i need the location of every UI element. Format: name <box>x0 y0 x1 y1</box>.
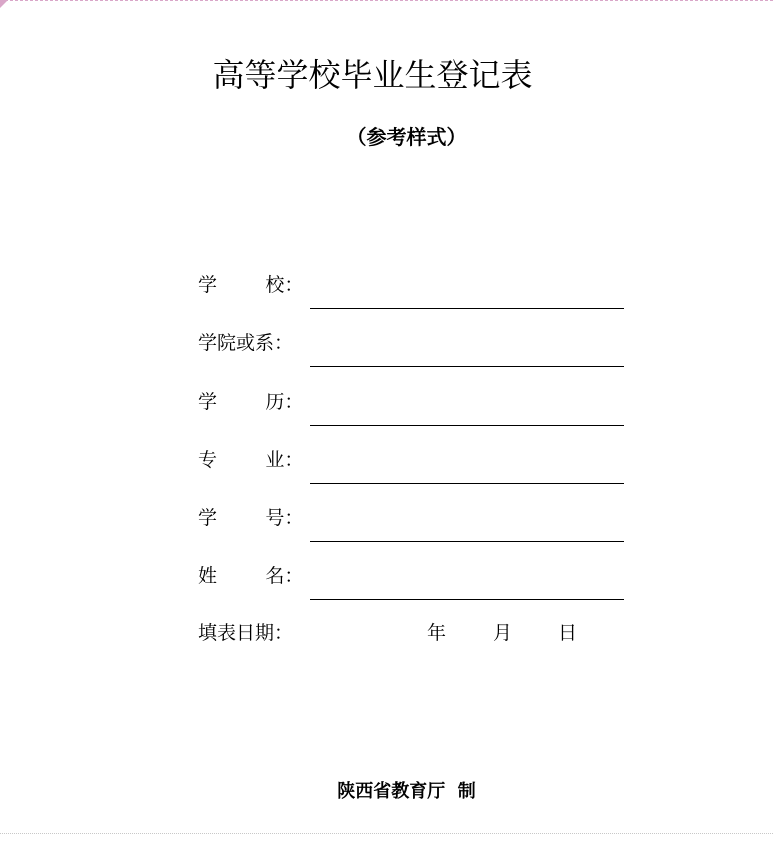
date-month-unit: 月 <box>493 622 513 644</box>
name-field-line[interactable] <box>310 599 624 600</box>
department-field-label: 学院或系： <box>198 332 294 354</box>
school-field-line[interactable] <box>310 308 624 309</box>
name-field-label: 姓 名： <box>198 565 304 587</box>
school-field-row <box>198 272 628 312</box>
student-id-field-row <box>198 505 628 545</box>
issuer-line: 陕西省教育厅 制 <box>337 781 476 802</box>
page-title: 高等学校毕业生登记表 <box>212 56 533 94</box>
student-id-field-line[interactable] <box>310 541 624 542</box>
education-field-row <box>198 389 628 429</box>
department-field-row <box>198 330 628 370</box>
page-bottom-border <box>0 833 773 834</box>
date-day-unit: 日 <box>558 622 578 644</box>
page-corner-mark <box>0 0 8 8</box>
major-field-label: 专 业： <box>198 449 304 471</box>
student-id-field-label: 学 号： <box>198 507 304 529</box>
department-field-line[interactable] <box>310 366 624 367</box>
date-year-unit: 年 <box>427 622 447 644</box>
page-top-border <box>0 0 773 1</box>
name-field-row <box>198 563 628 603</box>
page-subtitle: （参考样式） <box>346 125 467 149</box>
fill-date-label: 填表日期： <box>198 622 294 644</box>
education-field-label: 学 历： <box>198 391 304 413</box>
fill-date-row <box>198 620 628 650</box>
major-field-line[interactable] <box>310 483 624 484</box>
school-field-label: 学 校： <box>198 274 304 296</box>
education-field-line[interactable] <box>310 425 624 426</box>
major-field-row <box>198 447 628 487</box>
